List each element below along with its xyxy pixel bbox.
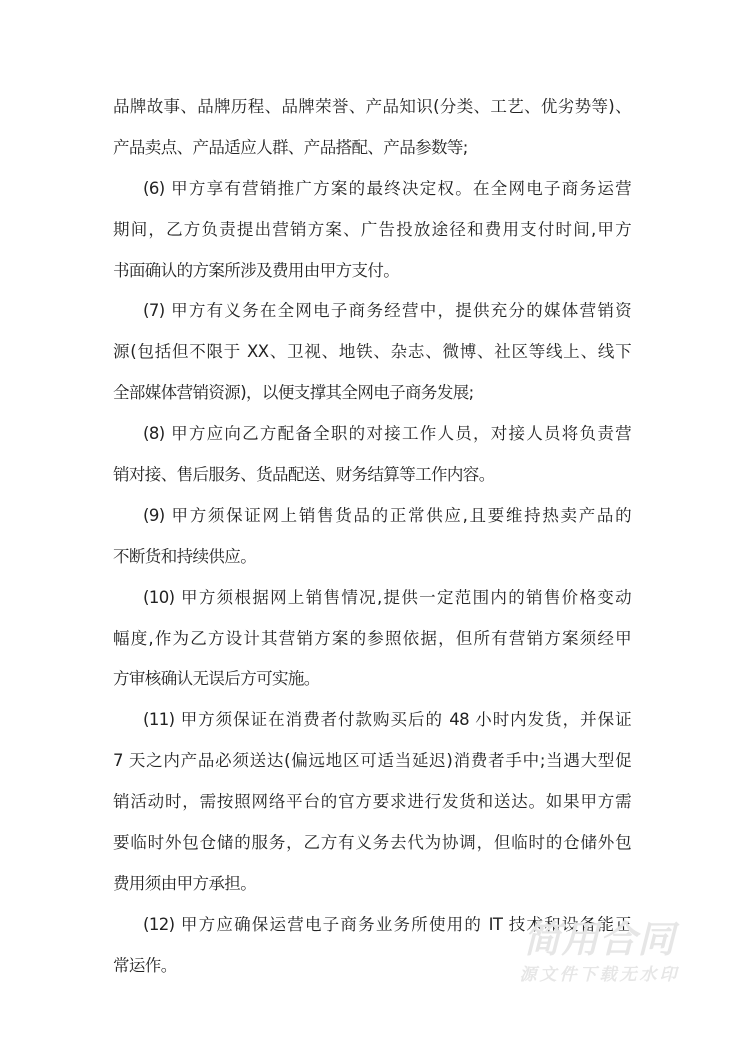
watermark-subtitle: 源文件下载无水印: [519, 965, 680, 985]
paragraph: [113, 503, 631, 585]
text-line: 产品卖点、产品适应人群、产品搭配、产品参数等;: [113, 137, 468, 157]
text-line: 方审核确认无误后方可实施。: [113, 669, 320, 689]
text-line: (9) 甲方须保证网上销售货品的正常供应,且要维持热卖产品的: [143, 505, 631, 525]
paragraph: [113, 94, 631, 176]
text-line: (6) 甲方享有营销推广方案的最终决定权。在全网电子商务运营: [143, 178, 631, 198]
paragraph: [113, 298, 631, 421]
text-line: 7 天之内产品必须送达(偏远地区可适当延迟)消费者手中;当遇大型促: [113, 751, 631, 771]
text-line: 费用须由甲方承担。: [113, 873, 257, 893]
text-line: (12) 甲方应确保运营电子商务业务所使用的 IT 技术和设备能正: [143, 914, 631, 934]
text-line: 幅度,作为乙方设计其营销方案的参照依据，但所有营销方案须经甲: [113, 628, 631, 648]
watermark-logo: [512, 918, 687, 988]
text-line: (11) 甲方须保证在消费者付款购买后的 48 小时内发货，并保证: [143, 710, 631, 730]
text-line: 不断货和持续供应。: [113, 546, 257, 566]
paragraph: [113, 421, 631, 503]
text-line: 销对接、售后服务、货品配送、财务结算等工作内容。: [113, 465, 495, 485]
text-line: 品牌故事、品牌历程、品牌荣誉、产品知识(分类、工艺、优劣势等)、: [113, 97, 631, 116]
watermark-title: 简用合同: [523, 918, 676, 961]
text-line: 销活动时，需按照网络平台的官方要求进行发货和送达。如果甲方需: [113, 792, 631, 812]
text-line: 常运作。: [113, 955, 177, 975]
paragraph: [113, 585, 631, 708]
text-line: 期间，乙方负责提出营销方案、广告投放途径和费用支付时间,甲方: [113, 219, 631, 239]
text-line: 要临时外包仓储的服务，乙方有义务去代为协调，但临时的仓储外包: [113, 833, 631, 853]
text-line: 源(包括但不限于 XX、卫视、地铁、杂志、微博、社区等线上、线下: [113, 342, 631, 362]
paragraph: [113, 707, 631, 911]
text-line: (10) 甲方须根据网上销售情况,提供一定范围内的销售价格变动: [143, 587, 631, 607]
text-line: 全部媒体营销资源)，以便支撑其全网电子商务发展;: [113, 383, 474, 403]
paragraph: [113, 176, 631, 299]
text-line: 书面确认的方案所涉及费用由甲方支付。: [113, 260, 400, 280]
document-body: [113, 94, 631, 994]
text-line: (8) 甲方应向乙方配备全职的对接工作人员，对接人员将负责营: [143, 424, 631, 444]
text-line: (7) 甲方有义务在全网电子商务经营中，提供充分的媒体营销资: [143, 301, 631, 321]
